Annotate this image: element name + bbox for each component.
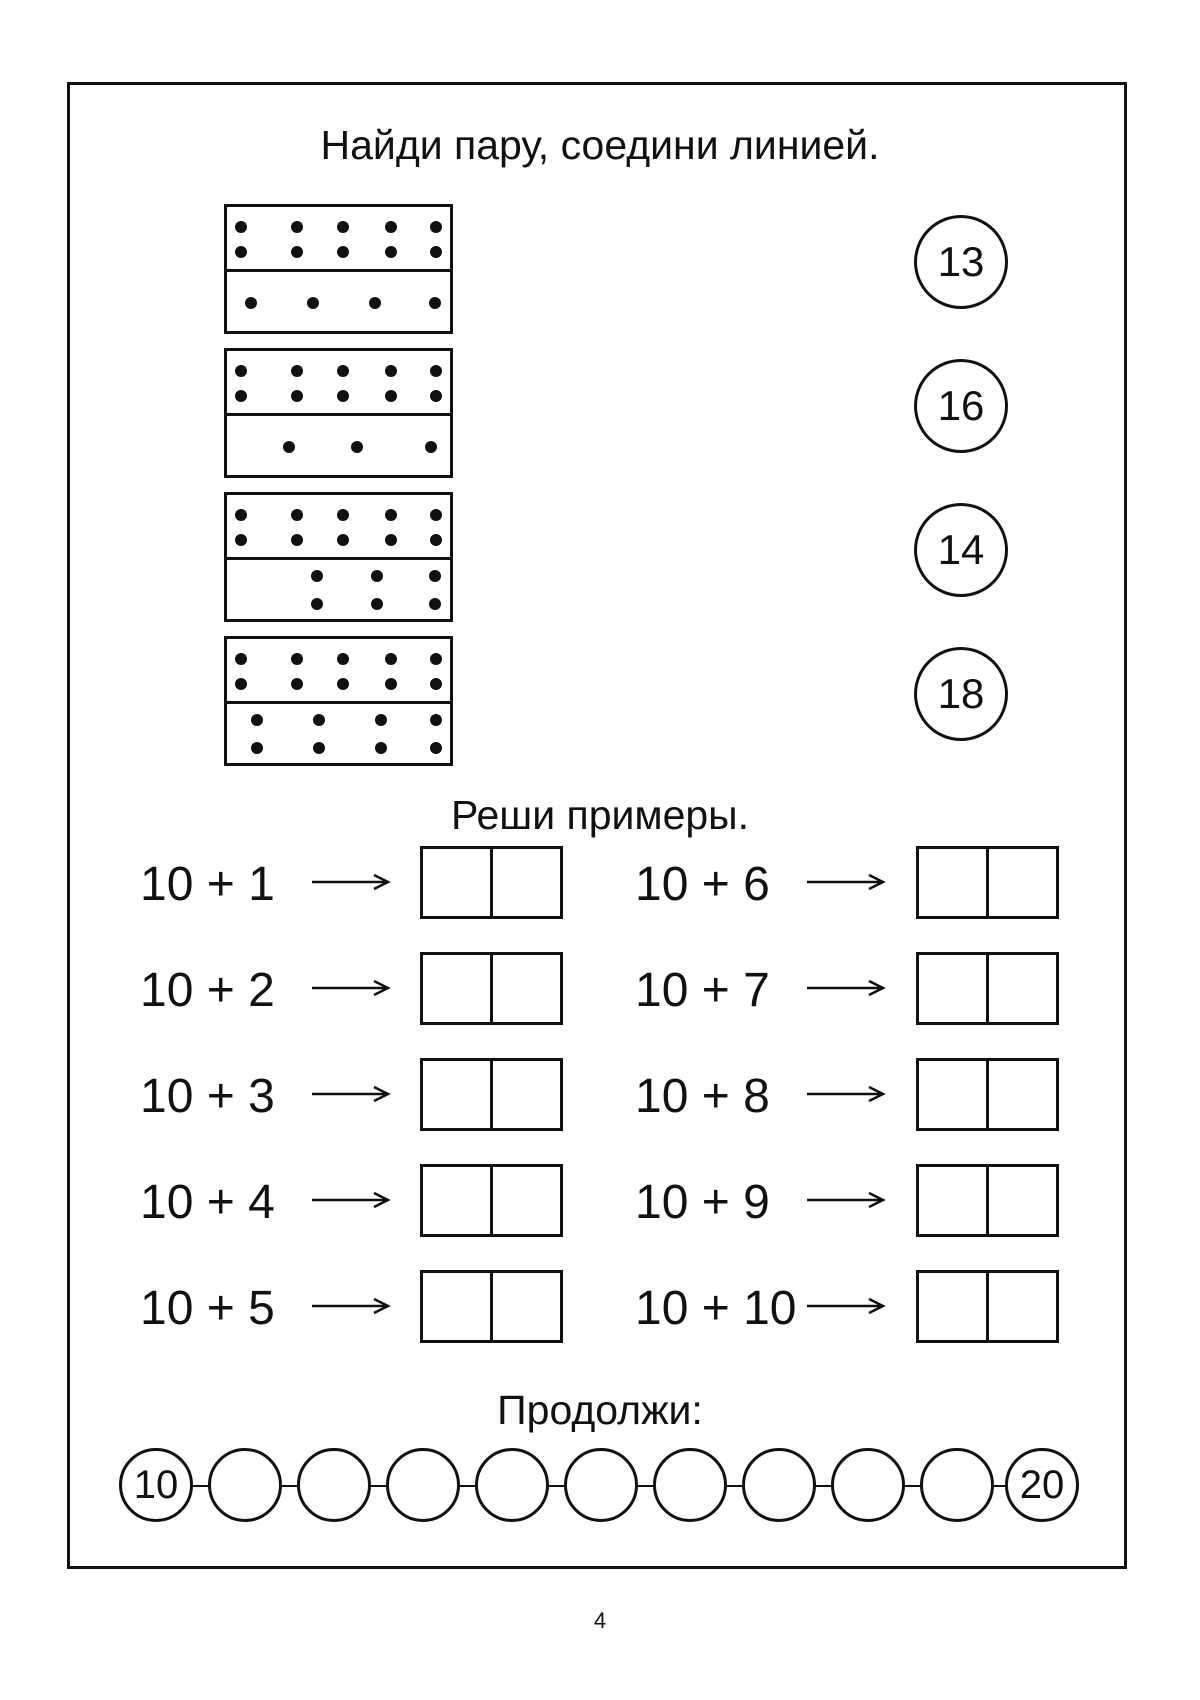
- chain-circle[interactable]: [831, 1448, 905, 1522]
- chain-circle[interactable]: [653, 1448, 727, 1522]
- continue-title: Продолжи:: [497, 1387, 703, 1433]
- arrow-right-icon: [312, 978, 392, 998]
- arrow-right-icon: [807, 1190, 887, 1210]
- example-expression: 10 + 5: [140, 1282, 275, 1335]
- example-expression: 10 + 7: [635, 964, 770, 1017]
- example-expression: 10 + 1: [140, 858, 275, 911]
- answer-box[interactable]: [420, 846, 563, 919]
- chain-circle[interactable]: [208, 1448, 282, 1522]
- examples-title: Реши примеры.: [450, 792, 750, 838]
- arrow-right-icon: [807, 978, 887, 998]
- domino-1[interactable]: [224, 204, 453, 334]
- number-circle-3[interactable]: 14: [914, 503, 1008, 597]
- arrow-right-icon: [312, 1084, 392, 1104]
- example-expression: 10 + 9: [635, 1176, 770, 1229]
- domino-top-half: [227, 207, 450, 272]
- arrow-right-icon: [807, 1296, 887, 1316]
- domino-3[interactable]: [224, 492, 453, 622]
- chain-circle: 10: [119, 1448, 193, 1522]
- domino-top-half: [227, 495, 450, 560]
- answer-box[interactable]: [420, 1058, 563, 1131]
- answer-box[interactable]: [916, 1164, 1059, 1237]
- chain-circle: 20: [1005, 1448, 1079, 1522]
- answer-box[interactable]: [916, 846, 1059, 919]
- chain-circle[interactable]: [386, 1448, 460, 1522]
- example-expression: 10 + 8: [635, 1070, 770, 1123]
- domino-bottom-half: [227, 704, 450, 766]
- domino-bottom-half: [227, 272, 450, 334]
- answer-box[interactable]: [916, 1058, 1059, 1131]
- example-expression: 10 + 3: [140, 1070, 275, 1123]
- chain-circle[interactable]: [564, 1448, 638, 1522]
- answer-box[interactable]: [916, 1270, 1059, 1343]
- domino-2[interactable]: [224, 348, 453, 478]
- domino-top-half: [227, 639, 450, 704]
- number-chain: [119, 1444, 1079, 1528]
- chain-circle[interactable]: [920, 1448, 994, 1522]
- number-circle-2[interactable]: 16: [914, 359, 1008, 453]
- number-circle-1[interactable]: 13: [914, 215, 1008, 309]
- page-number: 4: [593, 1608, 607, 1633]
- arrow-right-icon: [312, 872, 392, 892]
- arrow-right-icon: [807, 872, 887, 892]
- match-task-title: Найди пару, соедини линией.: [320, 122, 880, 168]
- example-expression: 10 + 6: [635, 858, 770, 911]
- example-expression: 10 + 2: [140, 964, 275, 1017]
- chain-circle[interactable]: [475, 1448, 549, 1522]
- domino-4[interactable]: [224, 636, 453, 766]
- answer-box[interactable]: [420, 952, 563, 1025]
- arrow-right-icon: [807, 1084, 887, 1104]
- number-circle-4[interactable]: 18: [914, 647, 1008, 741]
- answer-box[interactable]: [420, 1164, 563, 1237]
- arrow-right-icon: [312, 1296, 392, 1316]
- example-expression: 10 + 4: [140, 1176, 275, 1229]
- domino-bottom-half: [227, 560, 450, 622]
- example-expression: 10 + 10: [635, 1282, 797, 1335]
- chain-circle[interactable]: [742, 1448, 816, 1522]
- domino-bottom-half: [227, 416, 450, 478]
- answer-box[interactable]: [916, 952, 1059, 1025]
- chain-circle[interactable]: [297, 1448, 371, 1522]
- arrow-right-icon: [312, 1190, 392, 1210]
- answer-box[interactable]: [420, 1270, 563, 1343]
- domino-top-half: [227, 351, 450, 416]
